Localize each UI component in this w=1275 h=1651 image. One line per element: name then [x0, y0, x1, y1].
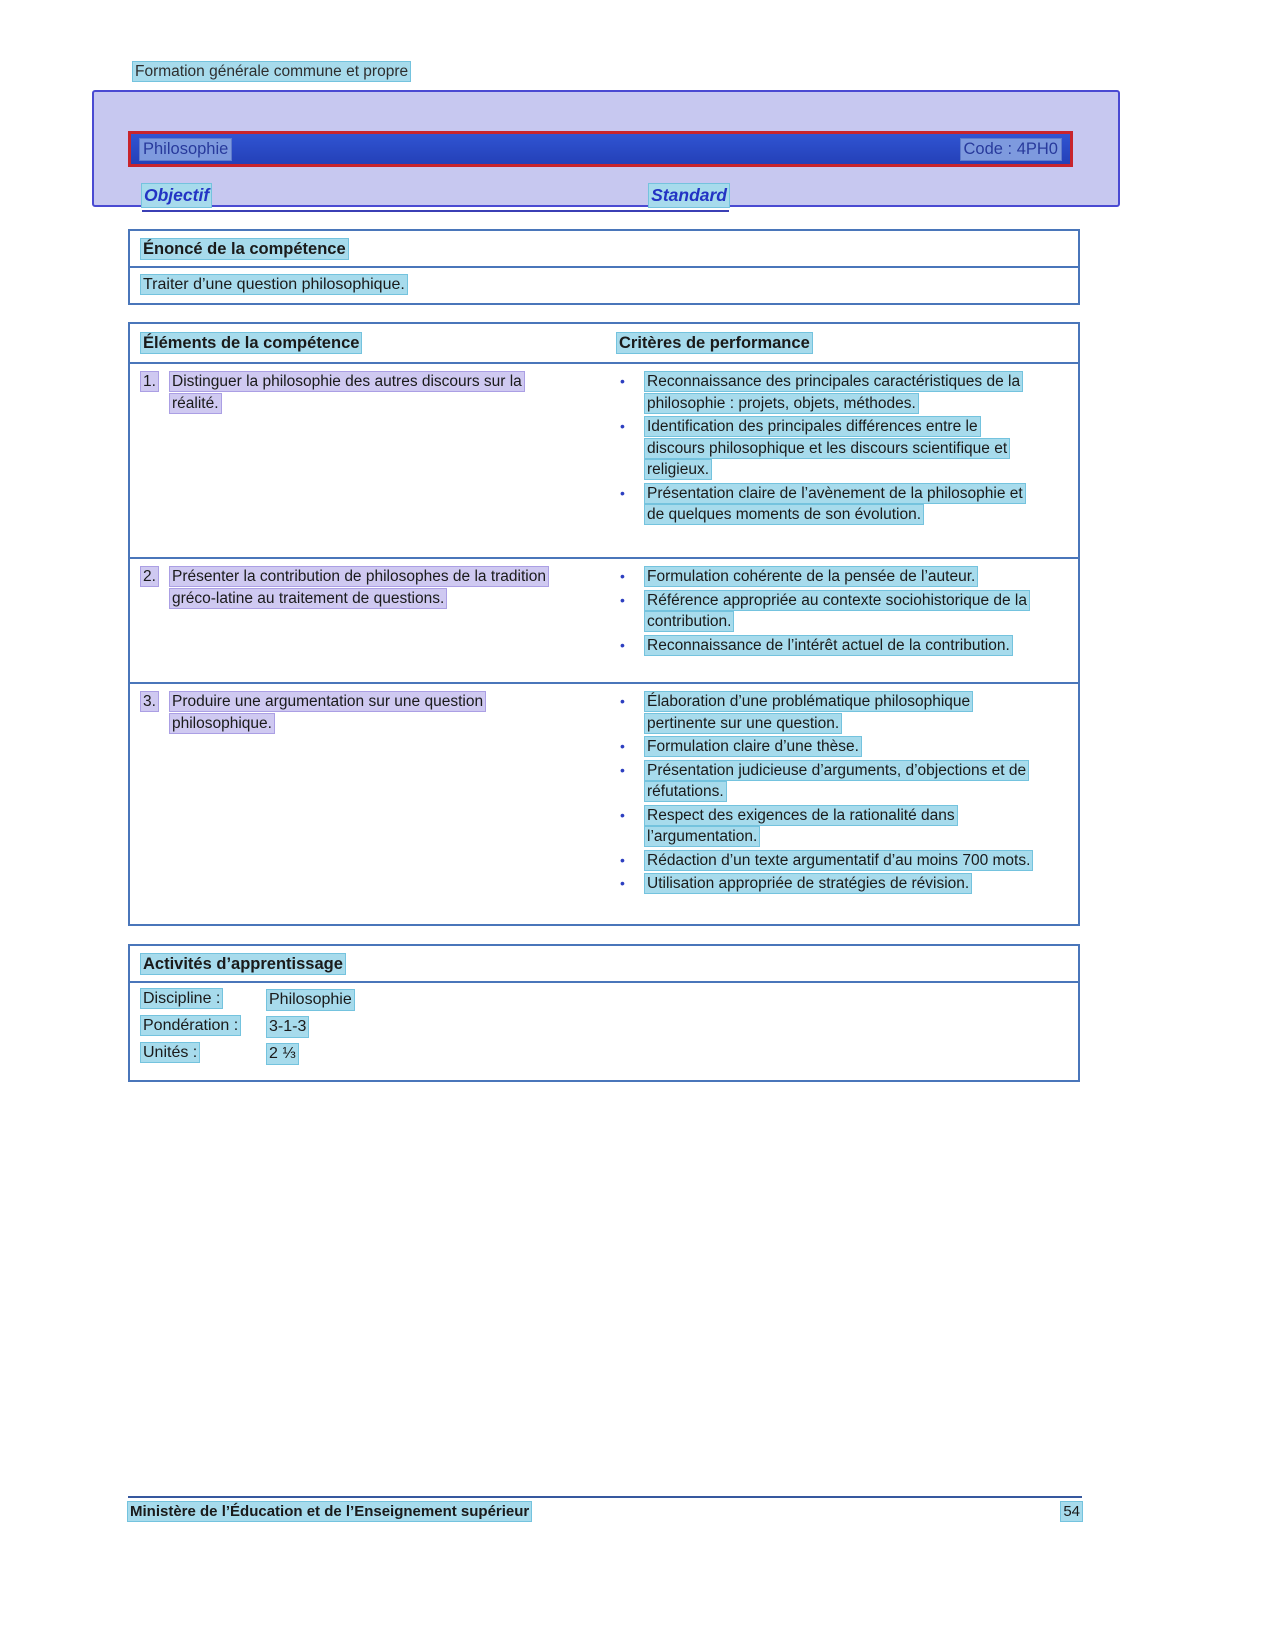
- criteria-cell: [606, 684, 1078, 924]
- criterion-text: Présentation judicieuse d’arguments, d’objections et de réfutations.: [647, 761, 1027, 800]
- element-number: 2.: [143, 568, 156, 585]
- activite-value: Philosophie: [269, 991, 352, 1008]
- criterion: [606, 850, 1036, 872]
- activite-label: Discipline :: [143, 990, 221, 1007]
- col-elements-header-text: Éléments de la compétence: [143, 334, 360, 352]
- bullet-icon: [606, 691, 645, 734]
- activite-row: [141, 990, 1067, 1017]
- criterion-text: Rédaction d’un texte argumentatif d’au moins 700 mots.: [647, 851, 1031, 869]
- document-header: [133, 63, 410, 81]
- course-title-bar: [128, 131, 1073, 167]
- bullet-icon: [606, 566, 645, 588]
- activite-label: Pondération :: [143, 1017, 239, 1034]
- bullet-icon: [606, 416, 645, 481]
- activites-table: [128, 944, 1080, 1082]
- element-number-col: [141, 691, 170, 918]
- criteria-cell: [606, 559, 1078, 682]
- criterion: [606, 873, 1036, 895]
- element-number-col: [141, 566, 170, 676]
- competence-row: [130, 364, 1078, 559]
- criterion: [606, 635, 1036, 657]
- criterion: [606, 566, 1036, 588]
- criterion-text: Formulation cohérente de la pensée de l’auteur.: [647, 568, 976, 585]
- criterion: [606, 691, 1036, 734]
- bullet-icon: [606, 635, 645, 657]
- element-number-col: [141, 371, 170, 551]
- activite-label: Unités :: [143, 1044, 198, 1061]
- header-text: Formation générale commune et propre: [135, 63, 409, 80]
- element-number: 3.: [143, 693, 156, 710]
- enonce-table-header: [130, 231, 1078, 268]
- criterion-text: Présentation claire de l’avènement de la philosophie et de quelques moments de son évolution.: [647, 484, 1023, 523]
- col-criteres-header-text: Critères de performance: [619, 334, 810, 352]
- bullet-icon: [606, 873, 645, 895]
- activites-header-text: Activités d’apprentissage: [143, 955, 343, 973]
- enonce-body-text: Traiter d’une question philosophique.: [143, 276, 405, 293]
- competence-table-header: [130, 324, 1078, 364]
- page-footer: [128, 1496, 1082, 1521]
- criterion-text: Reconnaissance de l’intérêt actuel de la contribution.: [647, 636, 1010, 654]
- criterion-text: Identification des principales différences entre le discours philosophique et les discours scientifique et religieux.: [647, 418, 1008, 478]
- enonce-header-text: Énoncé de la compétence: [143, 240, 346, 258]
- element-text-col: [170, 566, 574, 676]
- competence-table: [128, 322, 1080, 926]
- criterion: [606, 760, 1036, 803]
- standard-label: Standard: [651, 185, 727, 205]
- footer-text: Ministère de l’Éducation et de l’Enseignement supérieur: [130, 1503, 530, 1520]
- criterion: [606, 371, 1036, 414]
- col-elements-header: [130, 324, 606, 362]
- criterion-text: Formulation claire d’une thèse.: [647, 738, 859, 755]
- enonce-table-body: [130, 268, 1078, 303]
- objective-banner: [92, 90, 1120, 207]
- bullet-icon: [606, 805, 645, 848]
- criterion-text: Utilisation appropriée de stratégies de révision.: [647, 875, 970, 892]
- element-cell: [130, 684, 606, 924]
- element-text-col: [170, 371, 574, 551]
- criterion: [606, 736, 1036, 758]
- activite-value: 3-1-3: [269, 1018, 307, 1035]
- criterion-text: Élaboration d’une problématique philosophique pertinente sur une question.: [647, 693, 971, 732]
- col-criteres-header: [606, 324, 1078, 362]
- criterion: [606, 805, 1036, 848]
- bullet-icon: [606, 483, 645, 526]
- element-text-col: [170, 691, 574, 918]
- criterion-text: Référence appropriée au contexte sociohistorique de la contribution.: [647, 591, 1027, 630]
- element-text: Produire une argumentation sur une question philosophique.: [172, 693, 484, 732]
- criterion-text: Reconnaissance des principales caractéristiques de la philosophie : projets, objets, méthodes.: [647, 373, 1021, 412]
- bullet-icon: [606, 760, 645, 803]
- element-cell: [130, 364, 606, 557]
- criterion: [606, 590, 1036, 633]
- criteria-cell: [606, 364, 1078, 557]
- element-text: Distinguer la philosophie des autres discours sur la réalité.: [172, 373, 522, 412]
- objectif-standard-row: [142, 184, 729, 212]
- bullet-icon: [606, 736, 645, 758]
- activites-table-header: [130, 946, 1078, 983]
- criterion-text: Respect des exigences de la rationalité dans l’argumentation.: [647, 806, 955, 845]
- element-cell: [130, 559, 606, 682]
- course-code: Code : 4PH0: [961, 139, 1061, 160]
- element-text: Présenter la contribution de philosophes de la tradition gréco-latine au traitement de questions.: [172, 568, 546, 607]
- criterion: [606, 416, 1036, 481]
- activite-row: [141, 1017, 1067, 1044]
- enonce-table: [128, 229, 1080, 305]
- course-title: Philosophie: [140, 139, 231, 160]
- bullet-icon: [606, 850, 645, 872]
- competence-row: [130, 559, 1078, 684]
- bullet-icon: [606, 590, 645, 633]
- competence-row: [130, 684, 1078, 924]
- activite-value: 2 ⅓: [269, 1045, 296, 1062]
- element-number: 1.: [143, 373, 156, 390]
- activite-row: [141, 1044, 1067, 1071]
- criterion: [606, 483, 1036, 526]
- activites-table-body: [130, 983, 1078, 1080]
- objectif-label: Objectif: [144, 185, 210, 205]
- page-number: 54: [1063, 1503, 1080, 1520]
- bullet-icon: [606, 371, 645, 414]
